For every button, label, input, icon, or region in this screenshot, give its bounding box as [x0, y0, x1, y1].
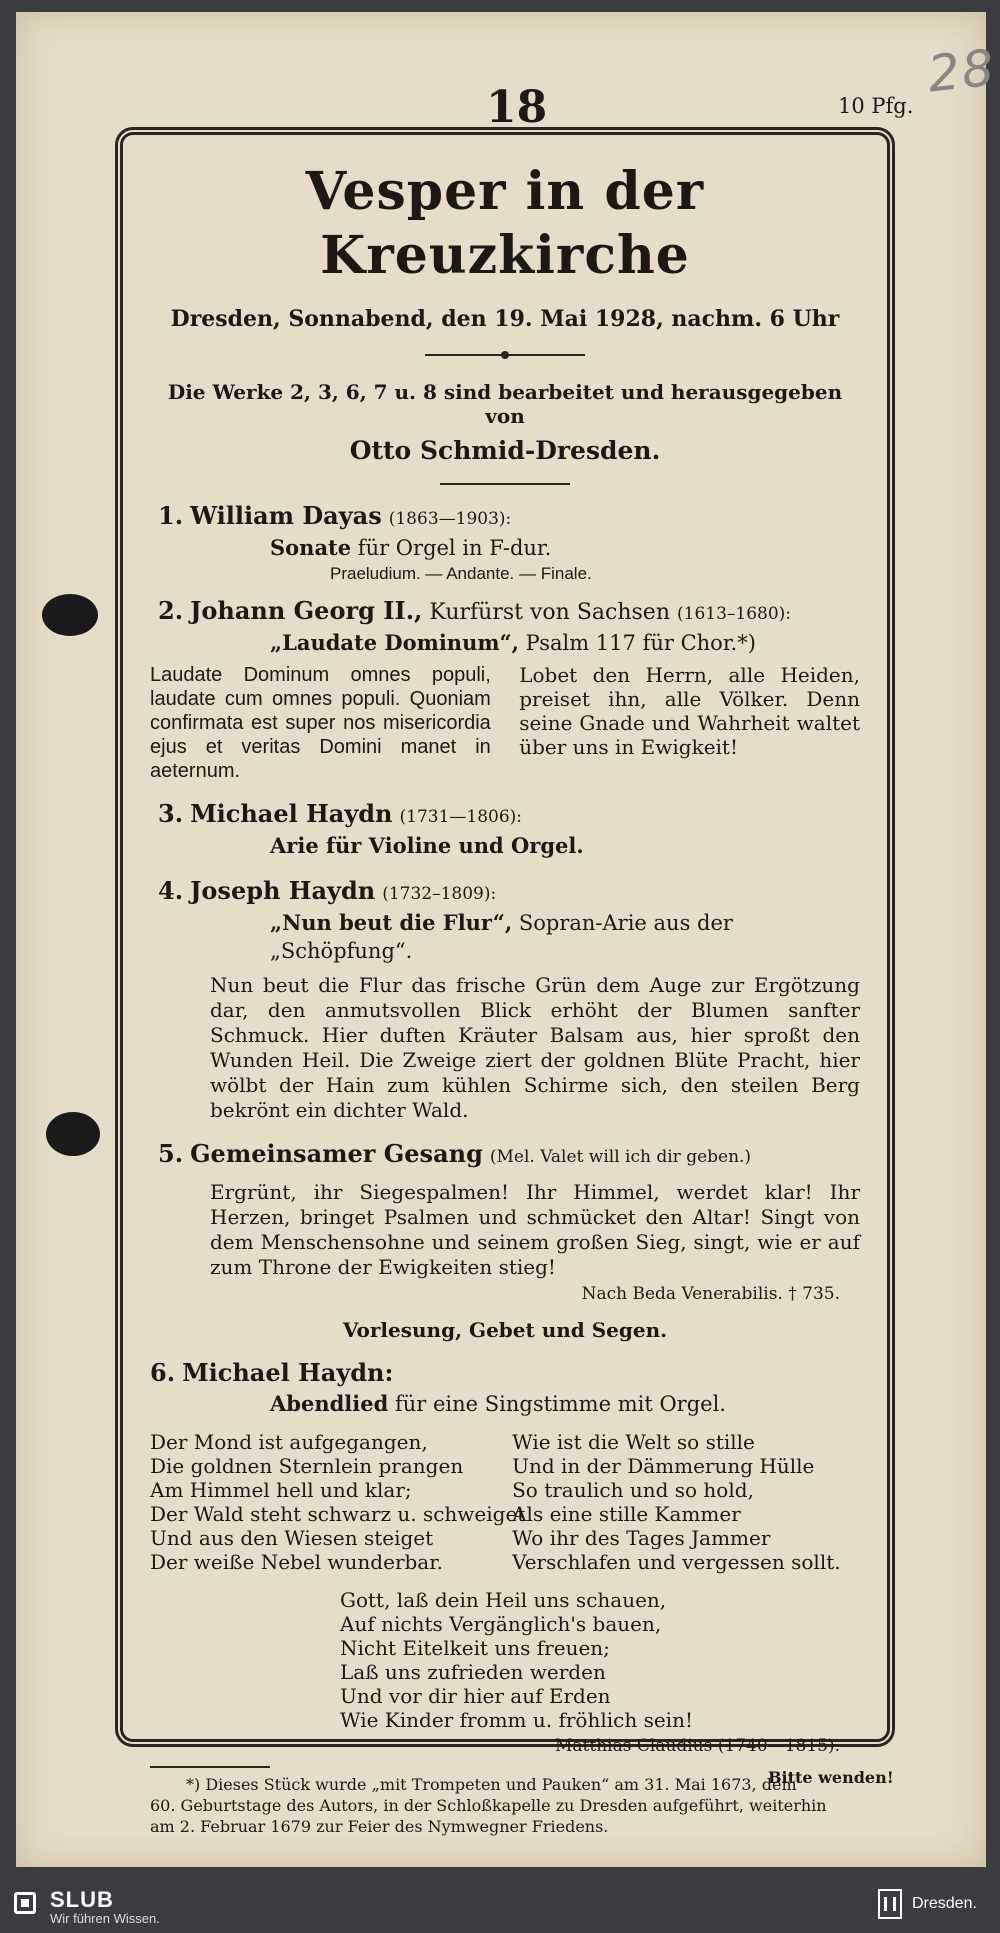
editor-name: Otto Schmid-Dresden.: [349, 436, 661, 465]
item-heading: [158, 876, 860, 909]
composer: Joseph Haydn: [190, 876, 376, 905]
item-number: 2.: [158, 596, 184, 625]
poem-line: Der Wald steht schwarz u. schweiget: [150, 1502, 526, 1526]
footer-bar: [0, 1880, 1000, 1933]
footnote-line: 60. Geburtstage des Autors, in der Schloßkapelle zu Dresden aufgeführt, weiterhin: [150, 1796, 827, 1815]
composer: Michael Haydn: [190, 799, 393, 828]
poem-line: Am Himmel hell und klar;: [150, 1478, 412, 1502]
latin-text: Laudate Dominum omnes populi, laudate cum omnes populi. Quoniam confirmata est super nos misericordia ejus et veritas Domini manet in aeternum.: [150, 664, 491, 782]
item-number: 4.: [158, 876, 184, 905]
page-title: Vesper in der Kreuzkirche: [305, 161, 705, 286]
poem-line: Nicht Eitelkeit uns freuen;: [340, 1636, 610, 1660]
poem-line: Laß uns zufrieden werden: [340, 1660, 606, 1684]
work-name: Sonate: [270, 535, 352, 560]
composer-dates: (1731—1806):: [399, 807, 523, 827]
program-item-5: [150, 1139, 860, 1304]
date-line: Dresden, Sonnabend, den 19. Mai 1928, nachm. 6 Uhr: [170, 306, 840, 332]
poem-line: Gott, laß dein Heil uns schauen,: [340, 1588, 667, 1612]
work-title: [270, 909, 860, 965]
item-heading: [150, 1358, 860, 1390]
item-heading: [158, 596, 860, 629]
city-name[interactable]: Dresden.: [912, 1895, 977, 1912]
poem-line: Und vor dir hier auf Erden: [340, 1684, 611, 1708]
footnote: [150, 1774, 860, 1837]
slub-logo-icon[interactable]: [14, 1892, 36, 1914]
slub-brand[interactable]: SLUB: [50, 1887, 114, 1912]
program-item-1: [150, 501, 860, 586]
poem-line: Die goldnen Sternlein prangen: [150, 1454, 464, 1478]
item-number: 6.: [150, 1358, 176, 1387]
composer: Michael Haydn:: [182, 1358, 394, 1387]
poem-line: Der weiße Nebel wunderbar.: [150, 1550, 443, 1574]
composer: William Dayas: [190, 501, 382, 530]
footnote-line: *) Dieses Stück wurde „mit Trompeten und Pauken“ am 31. Mai 1673, dem: [186, 1775, 797, 1794]
work-name: „Nun beut die Flur“,: [270, 910, 513, 935]
divider: [440, 483, 570, 485]
poem-right-column: [512, 1430, 860, 1574]
ink-blot: [46, 1112, 100, 1156]
work-name: Abendlied: [270, 1391, 389, 1416]
text-columns: [150, 663, 860, 783]
item-number: 5.: [158, 1139, 184, 1168]
city-crest-icon[interactable]: [878, 1889, 902, 1919]
footnote-divider: [150, 1766, 270, 1768]
item-number: 1.: [158, 501, 184, 530]
poem-line: Und in der Dämmerung Hülle: [512, 1454, 815, 1478]
work-title: [270, 1390, 860, 1418]
poem-line: Verschlafen und vergessen sollt.: [512, 1550, 841, 1574]
composer-dates: (1863—1903):: [388, 509, 512, 529]
program-item-6: [150, 1358, 860, 1756]
poem-line: Der Mond ist aufgegangen,: [150, 1430, 428, 1454]
item-heading: [158, 799, 860, 832]
program-content: [150, 160, 860, 1837]
ornamental-divider: [425, 354, 585, 356]
poem-line: Und aus den Wiesen steiget: [150, 1526, 434, 1550]
composer: Johann Georg II.,: [190, 596, 423, 625]
item-heading: [158, 501, 860, 534]
work-scoring: für Orgel in F-dur.: [357, 536, 552, 560]
poem-line: So traulich und so hold,: [512, 1478, 754, 1502]
melody-note: (Mel. Valet will ich dir geben.): [489, 1147, 752, 1167]
composer-dates: (1732–1809):: [382, 884, 497, 904]
work-title: [270, 629, 860, 657]
turn-page-note: Bitte wenden!: [768, 1768, 894, 1787]
handwritten-number: 28: [925, 38, 999, 104]
slub-tagline: Wir führen Wissen.: [50, 1911, 160, 1926]
work-scoring: Psalm 117 für Chor.*): [525, 631, 756, 655]
program-item-4: [150, 876, 860, 1123]
reading-line: Vorlesung, Gebet und Segen.: [342, 1318, 668, 1342]
program-number: 18: [486, 82, 548, 133]
item-number: 3.: [158, 799, 184, 828]
composer-title: Kurfürst von Sachsen: [429, 600, 670, 625]
poem-line: Auf nichts Vergänglich's bauen,: [340, 1612, 662, 1636]
poem-line: Wie ist die Welt so stille: [512, 1430, 755, 1454]
german-text: Lobet den Herrn, alle Heiden, preiset ihn, alle Völker. Denn seine Gnade und Wahrheit waltet über uns in Ewigkeit!: [519, 663, 860, 759]
poem-columns: [150, 1430, 860, 1574]
hymn-attribution: Nach Beda Venerabilis. † 735.: [581, 1284, 840, 1304]
poem-attribution: Matthias Claudius (1740—1815).: [555, 1736, 840, 1756]
poem-left-column: [150, 1430, 526, 1574]
work-scoring: Sopran-Arie aus der „Schöpfung“.: [270, 911, 733, 963]
work-scoring: für eine Singstimme mit Orgel.: [394, 1392, 726, 1416]
program-item-2: [150, 596, 860, 783]
editors-line: Die Werke 2, 3, 6, 7 u. 8 sind bearbeitet und herausgegeben von: [167, 380, 843, 428]
hymn-title: Gemeinsamer Gesang: [190, 1139, 483, 1168]
poem-line: Als eine stille Kammer: [512, 1502, 741, 1526]
poem-line: Wo ihr des Tages Jammer: [512, 1526, 771, 1550]
footnote-line: am 2. Februar 1679 zur Feier des Nymwegner Friedens.: [150, 1817, 609, 1836]
poem-final-stanza: [340, 1588, 860, 1732]
work-name: „Laudate Dominum“,: [270, 630, 519, 655]
program-item-3: [150, 799, 860, 860]
aria-text: Nun beut die Flur das frische Grün dem Auge zur Ergötzung dar, den anmutsvollen Blick erhöht der Blumen sanfter Schmuck. Hier duften Kräuter Balsam aus, hier sproßt den Wunden Heil. Die Zweige ziert der goldnen Blüte Pracht, hier wölbt der Hain zum kühlen Schirme sich, den steilen Berg bekrönt ein dichter Wald.: [210, 973, 860, 1122]
work-title: [270, 534, 860, 562]
hymn-text: Ergrünt, ihr Siegespalmen! Ihr Himmel, werdet klar! Ihr Herzen, bringet Psalmen und schmücket den Altar! Singt von dem Menschensohne und seinem großen Sieg, singt, wie er auf zum Throne der Ewigkeiten stieg!: [210, 1180, 860, 1279]
price: 10 Pfg.: [838, 94, 914, 118]
poem-line: Wie Kinder fromm u. fröhlich sein!: [340, 1708, 693, 1732]
ink-blot: [42, 594, 98, 636]
item-heading: [158, 1139, 860, 1172]
movements: Praeludium. — Andante. — Finale.: [330, 564, 592, 583]
composer-dates: (1613–1680):: [677, 604, 792, 624]
work-title: Arie für Violine und Orgel.: [270, 833, 584, 858]
